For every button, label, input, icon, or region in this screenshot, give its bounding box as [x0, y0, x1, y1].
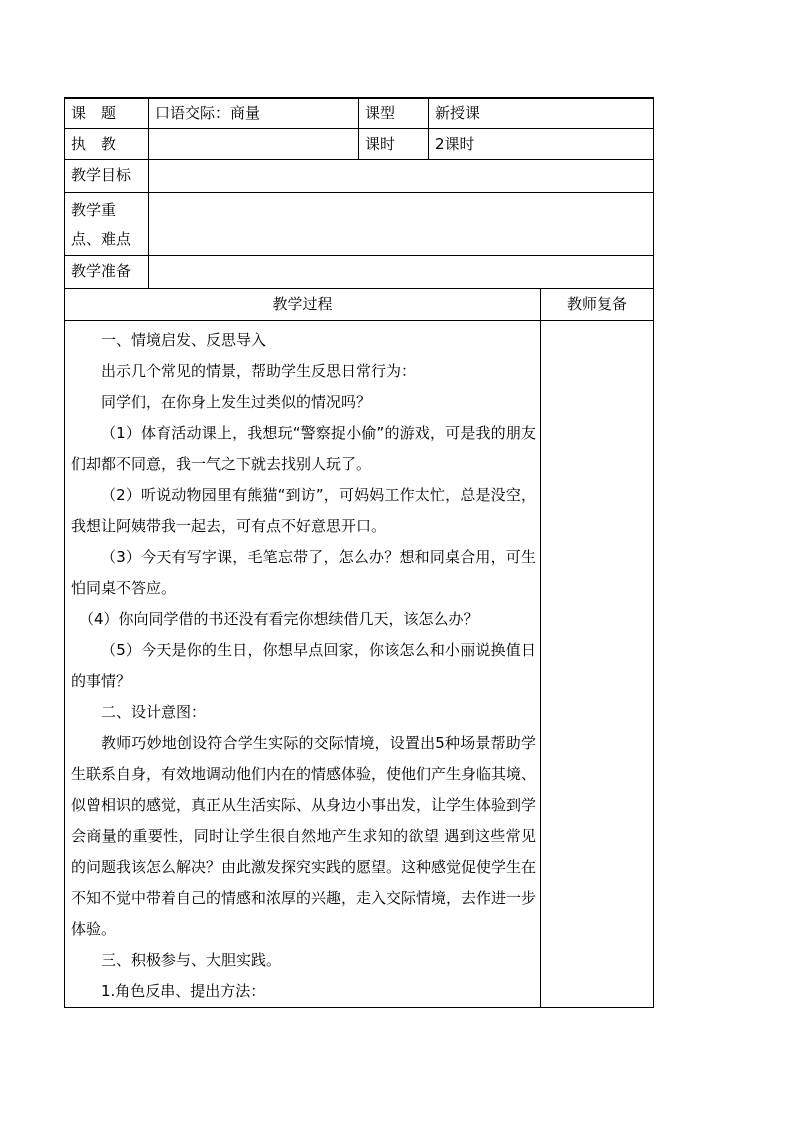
hours-label: 课时 — [358, 128, 429, 160]
topic-label: 课 题 — [64, 97, 149, 129]
scenario-item-1: （1）体育活动课上，我想玩“警察捉小偷”的游戏，可是我的朋友们却都不同意，我一气之下就去找别人玩了。 — [71, 424, 536, 473]
topic-value: 口语交际：商量 — [148, 97, 359, 129]
table-top-rule — [64, 97, 654, 99]
goals-label: 教学目标 — [64, 159, 149, 193]
section-heading-3: 三、积极参与、大胆实践。 — [101, 951, 282, 969]
process-content — [71, 325, 536, 1007]
type-label: 课型 — [358, 97, 429, 129]
teacher-value — [148, 128, 359, 160]
process-column — [65, 321, 541, 1007]
subsection-heading: 1.角色反串、提出方法： — [101, 982, 266, 1000]
scenario-item-5: （5）今天是你的生日，你想早点回家，你该怎么和小丽说换值日的事情？ — [71, 641, 536, 690]
process-section — [64, 320, 654, 1008]
scenario-item-2: （2）听说动物园里有熊猫“到访”，可妈妈工作太忙，总是没空，我想让阿姨带我一起去，可有点不好意思开口。 — [71, 486, 536, 535]
type-value: 新授课 — [428, 97, 654, 129]
section-heading-1: 一、情境启发、反思导入 — [101, 331, 267, 349]
prep-label: 教学准备 — [64, 255, 149, 289]
scenario-item-4: （4）你向同学借的书还没有看完你想续借几天，该怎么办？ — [79, 610, 479, 628]
review-header: 教师复备 — [540, 288, 654, 321]
design-intent-paragraph: 教师巧妙地创设符合学生实际的交际情境，设置出5种场景帮助学生联系自身，有效地调动他们内在的情感体验，使他们产生身临其境、似曾相识的感觉，真正从生活实际、从身边小事出发，让学生体验到学会商量的重要性，同时让学生很自然地产生求知的欲望 遇到这些常见的问题我该怎么解决？由此激发探究实践的愿望。这种感觉促使学生在不知不觉中带着自己的情感和浓厚的兴趣，走入交际情境，去作进一步体验。 — [71, 734, 537, 938]
goals-value — [148, 159, 654, 193]
prep-value — [148, 255, 654, 289]
hours-value: 2课时 — [428, 128, 654, 160]
paragraph: 同学们，在你身上发生过类似的情况吗？ — [101, 393, 372, 411]
paragraph: 出示几个常见的情景，帮助学生反思日常行为： — [101, 362, 417, 380]
teacher-label: 执 教 — [64, 128, 149, 160]
keypoints-label: 教学重点、难点 — [64, 192, 149, 256]
section-heading-2: 二、设计意图： — [101, 703, 207, 721]
lesson-info-table — [64, 97, 654, 321]
review-column — [541, 321, 653, 1007]
keypoints-value — [148, 192, 654, 256]
process-header: 教学过程 — [64, 288, 541, 321]
scenario-item-3: （3）今天有写字课，毛笔忘带了，怎么办？想和同桌合用，可生怕同桌不答应。 — [71, 548, 536, 597]
